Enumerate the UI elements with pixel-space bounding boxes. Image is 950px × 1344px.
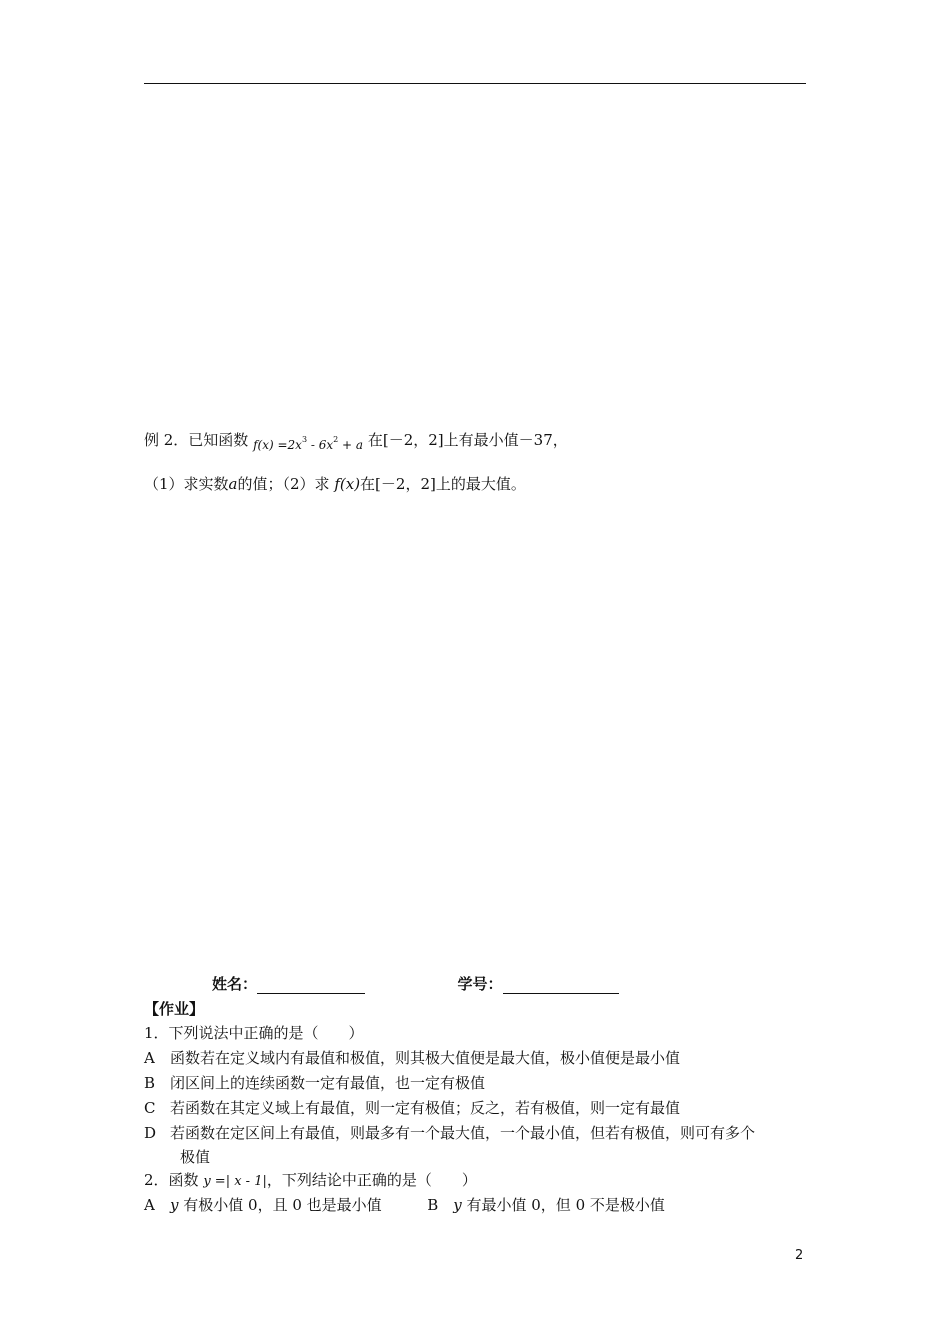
example2-line1 (144, 426, 568, 451)
homework-q1-stem: 1．下列说法中正确的是（ ） (144, 1024, 364, 1042)
example2-line2 (144, 474, 526, 494)
option-letter: B (144, 1074, 156, 1092)
var-a: a (228, 475, 238, 493)
option-text: 有极小值 0，且 0 也是最小值 (183, 1196, 382, 1214)
option-text: 有最小值 0，但 0 不是极小值 (466, 1196, 665, 1214)
example2-label: 例 2．已知函数 (144, 431, 249, 449)
name-field[interactable] (257, 977, 365, 994)
page-number: 2 (795, 1248, 804, 1263)
example2-fx: f(x) (334, 475, 361, 493)
homework-q1-option-d (144, 1123, 755, 1143)
option-text: 若函数在其定义域上有最值，则一定有极值；反之，若有极值，则一定有最值 (170, 1099, 681, 1117)
id-label: 学号： (457, 975, 503, 993)
homework-q1-option-b (144, 1073, 485, 1093)
student-info-line (212, 974, 619, 994)
homework-q2-options (144, 1195, 665, 1215)
option-letter: A (144, 1049, 155, 1067)
option-letter: A (144, 1196, 155, 1214)
q2-function: y =| x - 1| (203, 1174, 267, 1189)
homework-q2-stem (144, 1170, 477, 1192)
var-y: y (453, 1196, 462, 1214)
header-rule (144, 83, 806, 84)
option-letter: C (144, 1099, 156, 1117)
example2-q2: 在[－2，2]上的最大值。 (360, 475, 526, 493)
q2-stem-a: 2．函数 (144, 1171, 199, 1189)
var-y: y (170, 1196, 179, 1214)
example2-formula: f(x) =2x3 - 6x2 + a (253, 435, 364, 452)
q2-stem-b: ，下列结论中正确的是（ ） (266, 1171, 477, 1189)
homework-title: 【作业】 (144, 1000, 205, 1018)
id-field[interactable] (503, 977, 619, 994)
example2-q1: （1）求实数 (144, 475, 229, 493)
homework-q1-option-a (144, 1048, 680, 1068)
option-text: 若函数在定区间上有最值，则最多有一个最大值，一个最小值，但若有极值，则可有多个 (170, 1124, 756, 1142)
option-text: 闭区间上的连续函数一定有最值，也一定有极值 (170, 1074, 486, 1092)
option-letter: D (144, 1124, 157, 1142)
option-text: 函数若在定义域内有最值和极值，则其极大值便是最大值，极小值便是最小值 (170, 1049, 681, 1067)
homework-q1-option-d-cont: 极值 (180, 1148, 211, 1166)
option-letter: B (427, 1196, 439, 1214)
example2-condition: 在[－2，2]上有最小值－37， (367, 431, 568, 449)
homework-q1-option-c (144, 1098, 680, 1118)
name-label: 姓名： (212, 975, 258, 993)
example2-q1-tail: 的值；（2）求 (237, 475, 330, 493)
